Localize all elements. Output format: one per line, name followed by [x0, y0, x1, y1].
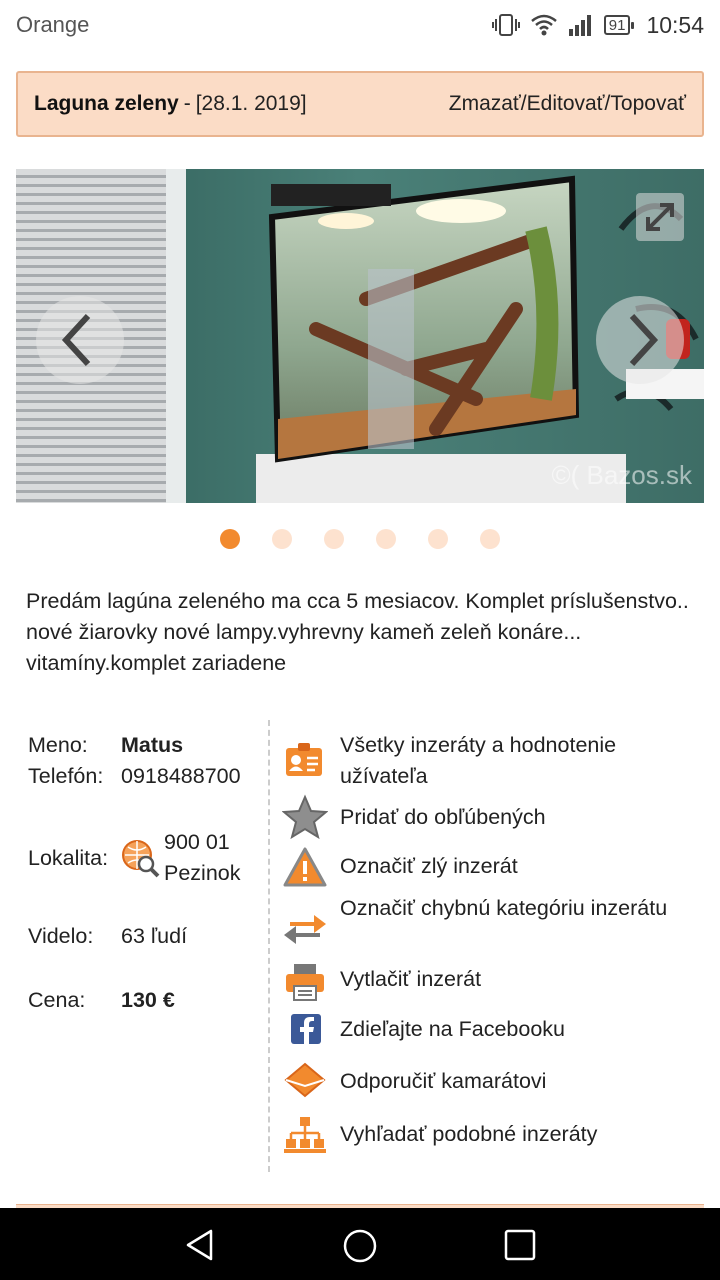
- status-icons: [492, 10, 704, 40]
- envelope-icon: [282, 1060, 328, 1106]
- listing-date: [28.1. 2019]: [195, 92, 307, 115]
- photo-watermark: ©( Bazos.sk: [551, 460, 692, 490]
- price-row: [28, 988, 175, 1013]
- carrier-name: Orange: [16, 12, 90, 37]
- views-count: 63 ľudí: [121, 924, 188, 948]
- location-row: [28, 827, 241, 889]
- fullscreen-button[interactable]: [636, 193, 684, 241]
- home-icon[interactable]: [342, 1228, 378, 1264]
- facebook-icon: [282, 1008, 328, 1054]
- system-nav-bar: [0, 1208, 720, 1280]
- top-link[interactable]: Topovať: [610, 92, 686, 115]
- recents-icon[interactable]: [503, 1228, 537, 1262]
- battery-level: 91: [608, 16, 626, 34]
- chevron-right-icon: [596, 296, 684, 384]
- action-label: Vyhľadať podobné inzeráty: [340, 1122, 598, 1146]
- clock: 10:54: [646, 11, 704, 38]
- location-city: Pezinok: [164, 861, 241, 885]
- gallery-dot-6[interactable]: [480, 529, 500, 549]
- action-label: Všetky inzeráty a hodnotenie užívateľa: [340, 733, 617, 788]
- warning-icon: [282, 845, 328, 891]
- views-label: Videlo:: [28, 924, 94, 948]
- phone-label: Telefón:: [28, 764, 104, 788]
- price-label: Cena:: [28, 988, 86, 1012]
- action-label: Vytlačiť inzerát: [340, 967, 482, 991]
- gallery-dot-4[interactable]: [376, 529, 396, 549]
- gallery-pagination: [0, 529, 720, 549]
- gallery-dot-5[interactable]: [428, 529, 448, 549]
- name-label: Meno:: [28, 733, 88, 757]
- wifi-icon: [530, 13, 558, 37]
- listing-title: Laguna zeleny: [34, 92, 179, 115]
- name-row: [28, 733, 183, 758]
- listing-photo[interactable]: [16, 169, 704, 503]
- listing-actions: [449, 92, 686, 116]
- chevron-left-icon: [36, 296, 124, 384]
- location-label: Lokalita:: [28, 845, 109, 870]
- listing-description: Predám lagúna zeleného ma cca 5 mesiacov. Komplet príslušenstvo.. nové žiarovky nové lampy.vyhrevny kameň zeleň konáre... vitamíny.komplet zariadene: [26, 589, 689, 675]
- action-label: Pridať do obľúbených: [340, 805, 546, 829]
- phone-row: [28, 764, 241, 789]
- gallery-dot-1[interactable]: [220, 529, 240, 549]
- seller-name: Matus: [121, 733, 184, 757]
- title-separator: -: [183, 92, 191, 115]
- action-label: Označiť zlý inzerát: [340, 854, 518, 878]
- location-search-icon[interactable]: [119, 837, 161, 879]
- action-label: Zdieľajte na Facebooku: [340, 1017, 565, 1041]
- signal-icon: [568, 13, 594, 37]
- gallery-dot-2[interactable]: [272, 529, 292, 549]
- views-row: [28, 924, 187, 949]
- sitemap-icon: [282, 1113, 328, 1159]
- listing-header: [16, 71, 704, 137]
- action-label: Označiť chybnú kategóriu inzerátu: [340, 896, 668, 920]
- next-photo-button[interactable]: [596, 296, 684, 384]
- column-divider: [268, 720, 270, 1172]
- phone-number[interactable]: 0918488700: [121, 764, 241, 788]
- vibrate-icon: [492, 13, 520, 37]
- printer-icon: [282, 960, 328, 1006]
- previous-photo-button[interactable]: [36, 296, 124, 384]
- location-zip: 900 01: [164, 830, 230, 854]
- edit-link[interactable]: Editovať/: [526, 92, 611, 115]
- location-value: [164, 827, 241, 889]
- back-icon[interactable]: [183, 1228, 217, 1262]
- gallery-dot-3[interactable]: [324, 529, 344, 549]
- star-icon: [282, 794, 328, 840]
- price-value: 130 €: [121, 988, 175, 1012]
- swap-arrows-icon: [282, 905, 328, 951]
- user-card-icon: [282, 738, 328, 784]
- expand-icon: [636, 193, 684, 241]
- status-bar: [0, 0, 720, 50]
- action-label: Odporučiť kamarátovi: [340, 1069, 547, 1093]
- delete-link[interactable]: Zmazať/: [448, 92, 527, 115]
- battery-icon: [604, 15, 631, 35]
